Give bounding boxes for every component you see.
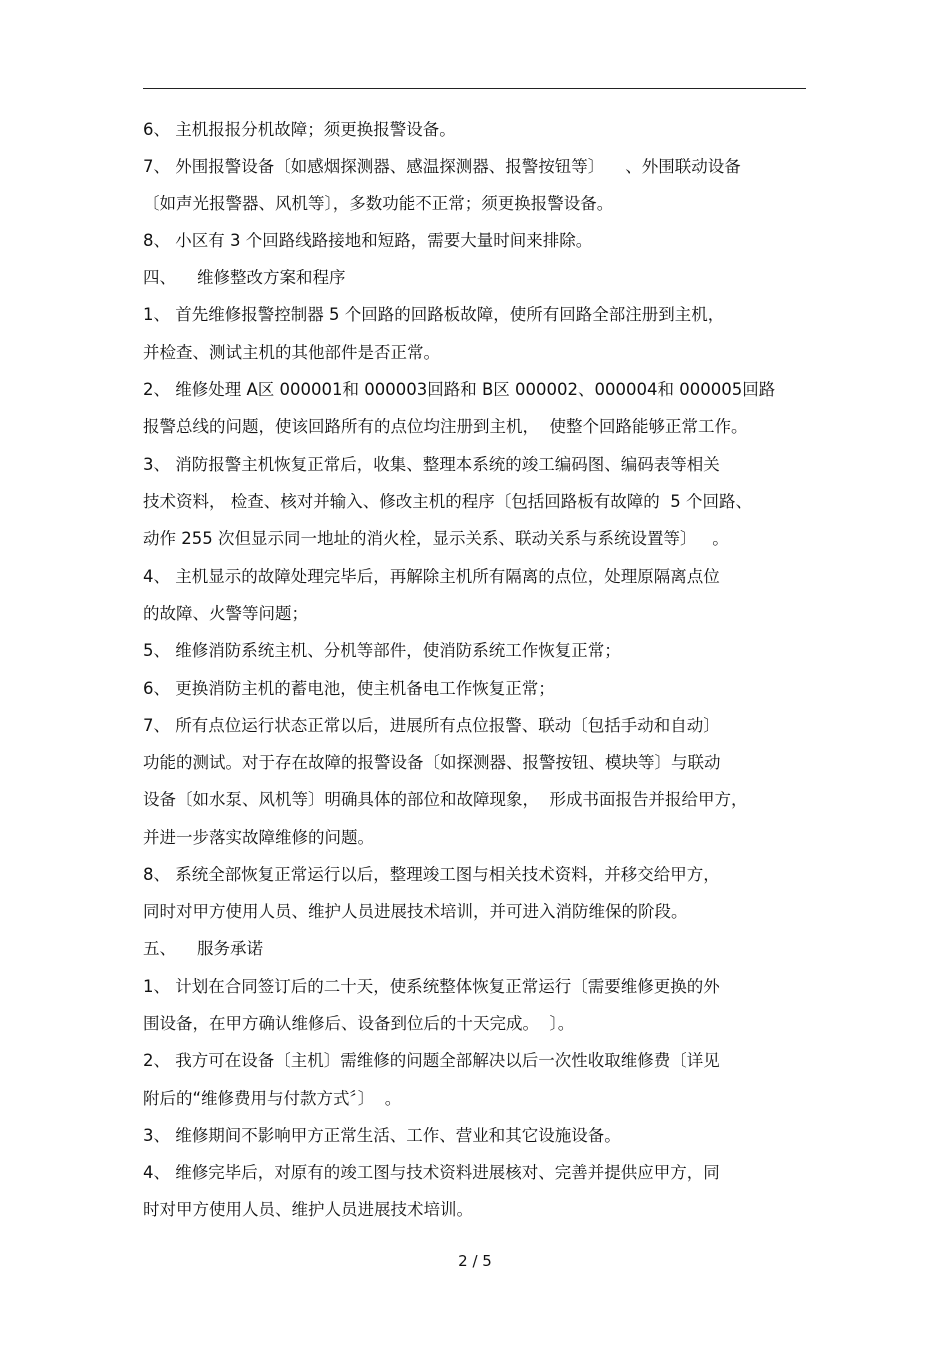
text-line: 7、 所有点位运行状态正常以后，进展所有点位报警、联动〔包括手动和自动〕 (143, 716, 720, 735)
text-line: 同时对甲方使用人员、维护人员进展技术培训，并可进入消防维保的阶段。 (143, 902, 688, 921)
header-rule (143, 88, 806, 89)
text-line: 的故障、火警等问题； (143, 604, 308, 623)
text-line: 并检查、测试主机的其他部件是否正常。 (143, 343, 440, 362)
text-line: 8、 系统全部恢复正常运行以后，整理竣工图与相关技术资料，并移交给甲方， (143, 865, 720, 884)
text-line: 6、 主机报报分机故障；须更换报警设备。 (143, 120, 456, 139)
text-line: 1、 首先维修报警控制器 5 个回路的回路板故障，使所有回路全部注册到主机， (143, 305, 725, 324)
text-line: 7、 外围报警设备〔如感烟探测器、感温探测器、报警按钮等〕 、外围联动设备 (143, 157, 741, 176)
text-line: 时对甲方使用人员、维护人员进展技术培训。 (143, 1200, 473, 1219)
text-line: 1、 计划在合同签订后的二十天，使系统整体恢复正常运行〔需要维修更换的外 (143, 977, 720, 996)
text-line: 动作 255 次但显示同一地址的消火栓，显示关系、联动关系与系统设置等〕 。 (143, 529, 729, 548)
text-line: 3、 消防报警主机恢复正常后，收集、整理本系统的竣工编码图、编码表等相关 (143, 455, 720, 474)
text-line: 报警总线的问题，使该回路所有的点位均注册到主机， 使整个回路能够正常工作。 (143, 417, 748, 436)
text-line: 6、 更换消防主机的蓄电池，使主机备电工作恢复正常； (143, 679, 555, 698)
text-line: 功能的测试。对于存在故障的报警设备〔如探测器、报警按钮、模块等〕与联动 (143, 753, 721, 772)
text-line: 3、 维修期间不影响甲方正常生活、工作、营业和其它设施设备。 (143, 1126, 621, 1145)
text-line: 并进一步落实故障维修的问题。 (143, 828, 374, 847)
text-line: 〔如声光报警器、风机等〕，多数功能不正常；须更换报警设备。 (143, 194, 614, 213)
text-line: 4、 主机显示的故障处理完毕后，再解除主机所有隔离的点位，处理原隔离点位 (143, 567, 720, 586)
text-line: 2、 维修处理 A区 000001和 000003回路和 B区 000002、000004和 000005回路 (143, 380, 776, 399)
text-line: 技术资料， 检查、核对并输入、修改主机的程序〔包括回路板有故障的 5 个回路、 (143, 492, 752, 511)
text-line: 四、 维修整改方案和程序 (143, 268, 346, 287)
text-line: 附后的“维修费用与付款方式〞〕 。 (143, 1089, 402, 1108)
text-line: 设备〔如水泵、风机等〕明确具体的部位和故障现象， 形成书面报告并报给甲方， (143, 790, 748, 809)
text-line: 围设备，在甲方确认维修后、设备到位后的十天完成。 〕。 (143, 1014, 575, 1033)
page-number: 2 / 5 (458, 1252, 492, 1270)
text-line: 五、 服务承诺 (143, 939, 263, 958)
text-line: 5、 维修消防系统主机、分机等部件，使消防系统工作恢复正常； (143, 641, 621, 660)
text-line: 8、 小区有 3 个回路线路接地和短路，需要大量时间来排除。 (143, 231, 593, 250)
text-line: 2、 我方可在设备〔主机〕需维修的问题全部解决以后一次性收取维修费〔详见 (143, 1051, 720, 1070)
text-line: 4、 维修完毕后，对原有的竣工图与技术资料进展核对、完善并提供应甲方，同 (143, 1163, 720, 1182)
